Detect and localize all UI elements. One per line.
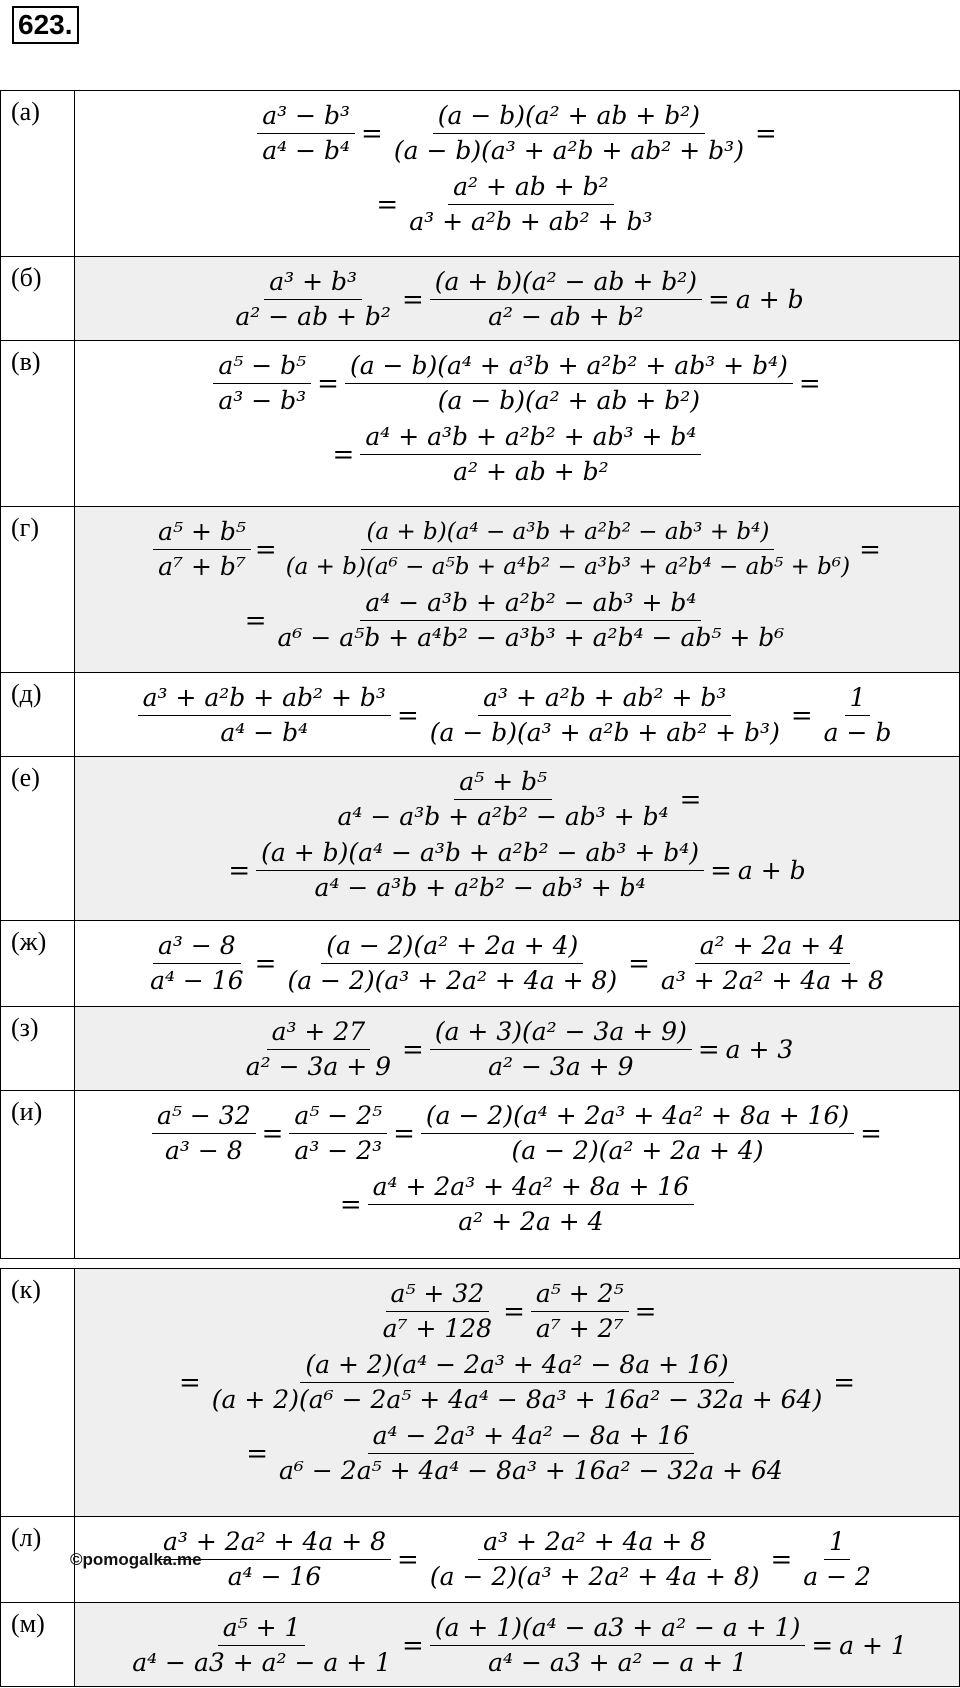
denominator: a − b [823,718,892,747]
equals-sign: = [393,1118,415,1149]
equals-sign: = [179,1367,201,1398]
row-label: (м) [1,1603,75,1687]
equals-sign: = [397,1544,419,1575]
denominator: a³ − 8 [164,1136,243,1165]
fraction [345,349,793,418]
solutions-table-2 [0,1268,960,1687]
equals-sign: = [254,948,277,979]
denominator: a³ + 2a² + 4a + 8 [660,966,884,995]
numerator: a² + ab + b² [448,170,614,205]
equals-sign: = [710,855,732,886]
denominator: a² + ab + b² [453,457,609,486]
fraction [819,681,897,750]
equals-sign: = [254,534,277,565]
row-label: (б) [1,257,75,341]
fraction [289,1099,387,1168]
numerator: a³ + 2a² + 4a + 8 [478,1525,711,1560]
row-body [75,341,960,507]
denominator: a² − ab + b² [235,302,391,331]
equals-sign: = [628,948,650,979]
task-number: 623. [12,6,79,44]
equals-sign: = [634,1296,657,1327]
row-body [75,673,960,757]
fraction [282,929,622,998]
row-i [1,1091,960,1259]
fraction [138,681,391,750]
numerator: (a + b)(a² − ab + b²) [430,265,702,300]
equals-sign: = [798,368,821,399]
equals-sign: = [261,1118,284,1149]
denominator: a² + 2a + 4 [458,1207,604,1236]
row-label: (д) [1,673,75,757]
fraction [421,1099,854,1168]
denominator: a⁴ − b⁴ [262,136,351,165]
numerator: a⁵ + b⁵ [153,515,251,550]
equals-sign: = [754,118,777,149]
row-body [75,91,960,257]
numerator: a⁵ − b⁵ [213,349,311,384]
fraction [368,1170,695,1239]
fraction [152,1099,256,1168]
numerator: a³ + a²b + ab² + b³ [478,681,731,716]
fraction [378,1277,498,1346]
numerator: (a − b)(a⁴ + a³b + a²b² + ab³ + b⁴) [345,349,793,384]
numerator: (a − b)(a² + ab + b²) [433,99,705,134]
row-body [75,1007,960,1091]
numerator: a⁴ + a³b + a²b² + ab³ + b⁴ [360,420,701,455]
equals-sign: = [339,1189,362,1220]
equals-sign: = [401,284,424,315]
numerator: a³ + 2a² + 4a + 8 [158,1525,391,1560]
numerator: (a + b)(a⁴ − a³b + a²b² − ab³ + b⁴) [256,836,704,871]
numerator: a⁵ + 2⁵ [531,1277,629,1312]
numerator: 1 [824,1525,850,1560]
fraction [360,420,701,489]
row-v [1,341,960,507]
row-label: (и) [1,1091,75,1259]
denominator: (a + b)(a⁶ − a⁵b + a⁴b² − a³b³ + a²b⁴ − ab⁵ + b⁶) [285,554,851,580]
equals-sign: = [860,1118,882,1149]
row-label: (в) [1,341,75,507]
row-a [1,91,960,257]
equation-line [81,1419,953,1488]
fraction [153,515,251,584]
numerator: (a − 2)(a⁴ + 2a³ + 4a² + 8a + 16) [421,1099,854,1134]
denominator: (a − 2)(a³ + 2a² + 4a + 8) [287,966,618,995]
fraction [273,586,790,655]
denominator: a⁷ + 2⁷ [535,1314,624,1343]
equals-sign: = [402,1034,424,1065]
denominator: a⁴ − a³b + a²b² − ab³ + b⁴ [314,873,646,902]
denominator: (a − b)(a² + ab + b²) [437,386,701,415]
equals-sign: = [228,855,251,886]
equation-line [81,836,953,905]
fraction [798,1525,876,1594]
numerator: a⁵ − 32 [152,1099,256,1134]
numerator: (a − 2)(a² + 2a + 4) [321,929,583,964]
row-e [1,757,960,921]
numerator: a⁵ − 2⁵ [289,1099,387,1134]
equation-line [81,99,953,168]
row-b [1,257,960,341]
fraction [430,265,702,334]
denominator: a⁴ − a3 + a² − a + 1 [132,1648,392,1677]
equals-sign: = [811,1630,834,1661]
numerator: a⁴ − a³b + a²b² − ab³ + b⁴ [360,586,701,621]
row-label: (е) [1,757,75,921]
denominator: (a − b)(a³ + a²b + ab² + b³) [393,136,744,165]
row-d [1,673,960,757]
equals-sign: = [503,1296,525,1327]
denominator: a⁷ + 128 [382,1314,493,1343]
fraction [274,1419,788,1488]
equation-line [81,265,953,334]
equals-sign: = [244,605,267,636]
denominator: a⁶ − 2a⁵ + 4a⁴ − 8a³ + 16a² − 32a + 64 [279,1456,783,1485]
equals-sign: = [708,284,730,315]
denominator: (a − b)(a³ + a²b + ab² + b³) [429,718,780,747]
numerator: a² + 2a + 4 [695,929,850,964]
numerator: a⁵ + b⁵ [454,765,552,800]
equals-sign: = [833,1367,855,1398]
denominator: a⁴ − a3 + a² − a + 1 [488,1648,747,1677]
equation-line [81,765,953,834]
row-m [1,1603,960,1687]
numerator: (a + 3)(a² − 3a + 9) [430,1015,692,1050]
numerator: a³ + b³ [264,265,362,300]
fraction [430,1611,806,1680]
numerator: (a + b)(a⁴ − a³b + a²b² − ab³ + b⁴) [361,515,774,550]
equals-sign: = [396,700,419,731]
equals-sign: = [332,439,355,470]
equation-line [81,515,953,584]
fraction [241,1015,396,1084]
equation-line [81,1348,953,1417]
denominator: a³ − 2³ [294,1136,383,1165]
equals-sign: = [376,189,399,220]
row-body [75,1517,960,1603]
denominator: a² − ab + b² [488,302,644,331]
denominator: a⁶ − a⁵b + a⁴b² − a³b³ + a²b⁴ − ab⁵ + b⁶ [277,623,785,652]
equals-sign: = [697,1034,720,1065]
denominator: a⁷ + b⁷ [158,552,246,581]
denominator: a − 2 [803,1562,871,1591]
fraction [207,1348,827,1417]
result: a + b [737,856,806,885]
numerator: a⁵ + 1 [218,1611,306,1646]
fraction [213,349,311,418]
equals-sign: = [859,534,881,565]
row-body [75,1091,960,1259]
denominator: a³ − b³ [218,386,307,415]
result: a + 3 [725,1035,794,1064]
equation-line [81,1099,953,1168]
denominator: a² − 3a + 9 [488,1052,634,1081]
fraction [281,515,855,584]
equals-sign: = [790,700,813,731]
row-label: (к) [1,1269,75,1517]
denominator: (a + 2)(a⁶ − 2a⁵ + 4a⁴ − 8a³ + 16a² − 32a + 64) [211,1385,823,1414]
equation-line [81,1015,953,1084]
equation-line [81,420,953,489]
equation-line [81,1611,953,1680]
denominator: a³ + a²b + ab² + b³ [409,207,653,236]
solutions-table-1 [0,90,960,1259]
watermark: ©pomogalka.me [70,1550,202,1569]
equals-sign: = [402,1630,424,1661]
row-label: (г) [1,507,75,673]
row-label: (ж) [1,921,75,1007]
equals-sign: = [246,1438,269,1469]
fraction [257,99,355,168]
numerator: a³ + a²b + ab² + b³ [138,681,391,716]
fraction [404,170,657,239]
fraction [389,99,749,168]
row-body [75,257,960,341]
numerator: (a + 2)(a⁴ − 2a³ + 4a² − 8a + 16) [300,1348,733,1383]
fraction [333,765,674,834]
equation-line [81,349,953,418]
row-k [1,1269,960,1517]
fraction [256,836,704,905]
result: a + 1 [839,1631,907,1660]
denominator: a⁴ − b⁴ [220,718,309,747]
fraction [230,265,396,334]
equation-line [81,929,953,998]
fraction [145,929,249,998]
result: a + b [735,285,804,314]
fraction [531,1277,629,1346]
equation-line [81,586,953,655]
fraction [656,929,889,998]
row-z [1,1007,960,1091]
equation-line [81,170,953,239]
denominator: (a − 2)(a² + 2a + 4) [511,1136,764,1165]
row-label: (з) [1,1007,75,1091]
fraction [425,1525,765,1594]
equation-line [81,1525,953,1594]
row-body [75,757,960,921]
denominator: a⁴ − 16 [150,966,244,995]
denominator: a⁴ − a³b + a²b² − ab³ + b⁴ [337,802,669,831]
numerator: a⁴ + 2a³ + 4a² + 8a + 16 [368,1170,695,1205]
denominator: (a − 2)(a³ + 2a² + 4a + 8) [429,1562,760,1591]
numerator: a³ − b³ [257,99,355,134]
equation-line [81,681,953,750]
equation-line [81,1277,953,1346]
equals-sign: = [770,1544,793,1575]
denominator: a⁴ − 16 [227,1562,322,1591]
numerator: (a + 1)(a⁴ − a3 + a² − a + 1) [430,1611,806,1646]
numerator: 1 [845,681,871,716]
numerator: a³ + 27 [267,1015,371,1050]
denominator: a² − 3a + 9 [245,1052,392,1081]
row-body [75,921,960,1007]
row-zh [1,921,960,1007]
numerator: a⁴ − 2a³ + 4a² − 8a + 16 [368,1419,695,1454]
row-body [75,507,960,673]
equals-sign: = [679,784,702,815]
row-g [1,507,960,673]
equation-line [81,1170,953,1239]
row-label: (а) [1,91,75,257]
fraction [425,681,785,750]
equals-sign: = [361,118,383,149]
equals-sign: = [317,368,339,399]
numerator: a⁵ + 32 [386,1277,490,1312]
numerator: a³ − 8 [153,929,241,964]
fraction [127,1611,396,1680]
row-body [75,1269,960,1517]
row-body [75,1603,960,1687]
row-label: (л) [1,1517,75,1603]
fraction [430,1015,692,1084]
